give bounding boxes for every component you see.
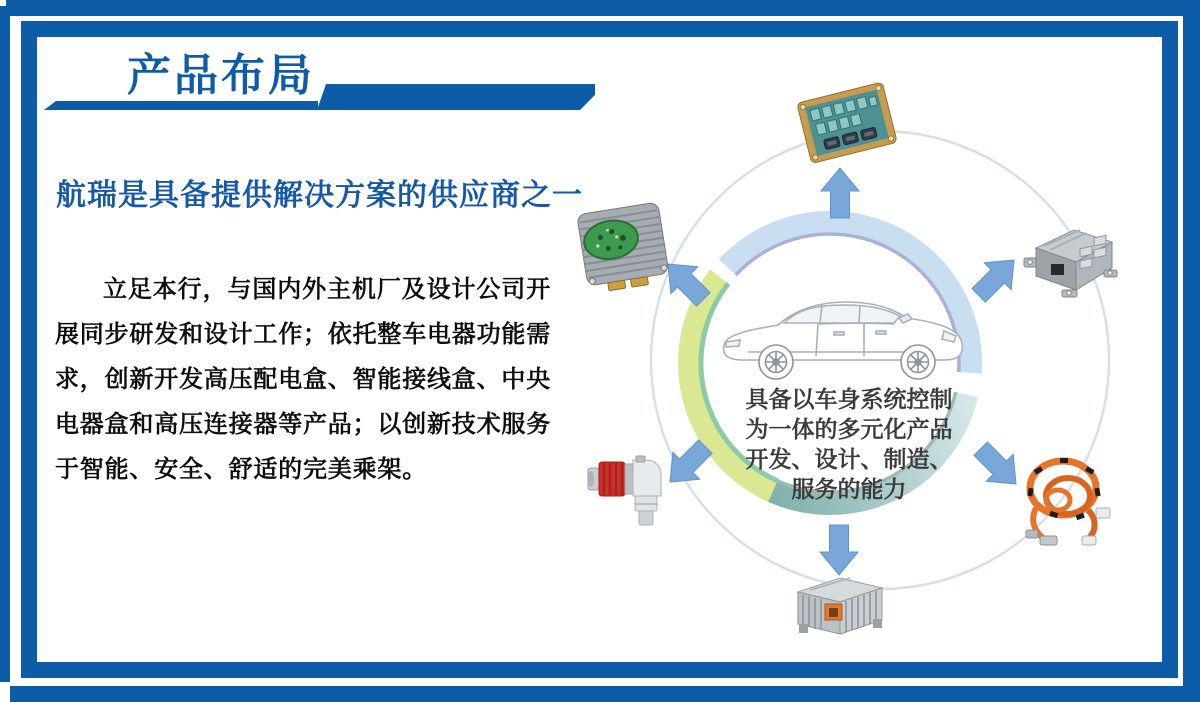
outer-border-left — [0, 6, 10, 682]
product-hv-connector-image — [584, 436, 676, 534]
product-wiring-harness-image — [1016, 448, 1114, 550]
center-capability-text — [724, 384, 974, 504]
arrow-down-icon — [820, 525, 858, 575]
arrow-up-icon — [821, 168, 859, 218]
page-title: 产品布局 — [127, 51, 315, 100]
title-underline — [44, 101, 318, 110]
product-inverter-image — [780, 572, 894, 650]
outer-border-top — [6, 0, 1200, 16]
intro-paragraph: 立足本行，与国内外主机厂及设计公司开展同步研发和设计工作；依托整车电器功能需求，创新开发高压配电盒、智能接线盒、中央电器盒和高压连接器等产品；以创新技术服务于智能、安全、舒适的完美乘架。 — [55, 277, 551, 483]
product-ecu-module-image — [570, 194, 676, 296]
center-text-line: 具备以车身系统控制 — [745, 386, 953, 412]
section-heading: 航瑞是具备提供解决方案的供应商之一 — [56, 179, 583, 212]
center-text-line: 为一体的多元化产品 — [745, 416, 953, 442]
product-diagram — [548, 38, 1188, 698]
product-pcb-controller-image — [790, 76, 902, 170]
product-control-box-image — [1018, 218, 1120, 304]
center-text-line: 服务的能力 — [791, 476, 907, 502]
center-text-line: 开发、设计、制造、 — [745, 446, 953, 472]
car-icon — [718, 290, 968, 386]
